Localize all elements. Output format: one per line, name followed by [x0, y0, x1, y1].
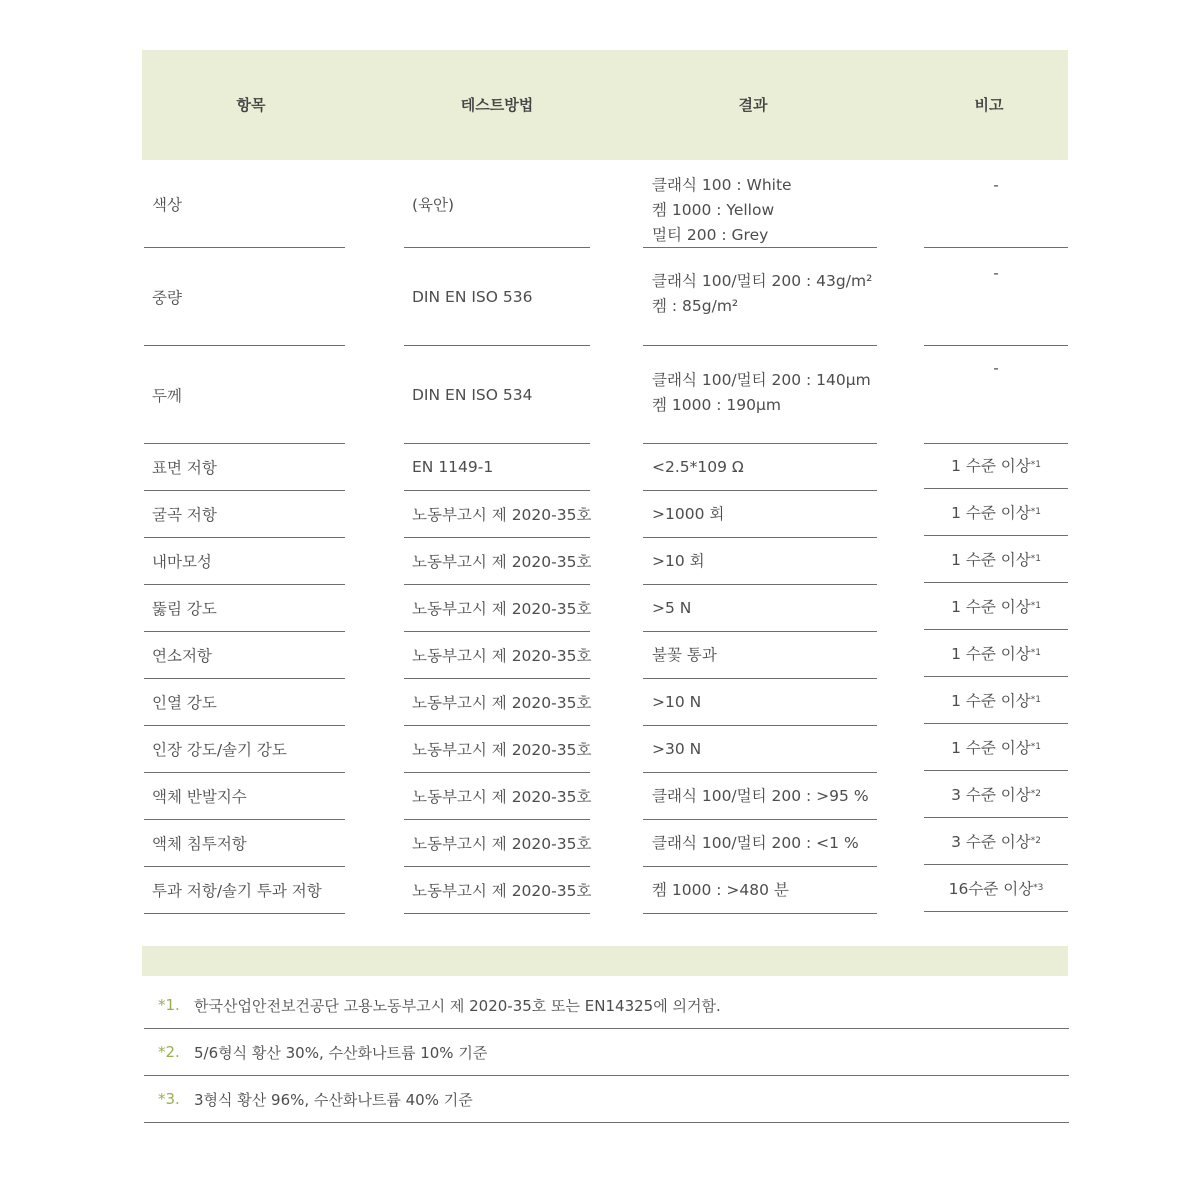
- method-text: EN 1149-1: [412, 458, 494, 476]
- table-row: [142, 820, 1068, 867]
- cell-result: [643, 820, 877, 867]
- footnote-ref: *1: [1030, 507, 1041, 517]
- result-line: >5 N: [652, 598, 692, 617]
- item-text: 투과 저항/솔기 투과 저항: [152, 882, 322, 900]
- cell-result: [643, 444, 877, 491]
- cell-note: [924, 536, 1068, 583]
- cell-result: [643, 632, 877, 679]
- item-text: 두께: [152, 386, 182, 405]
- header-note: 비고: [974, 96, 1004, 114]
- cell-item: [144, 160, 345, 248]
- method-text: 노동부고시 제 2020-35호: [412, 741, 592, 759]
- cell-item: [144, 346, 345, 444]
- note-text: 1 수준 이상: [951, 551, 1031, 569]
- note-text: 1 수준 이상: [951, 739, 1031, 757]
- result-line: 클래식 100/멀티 200 : 140µm: [652, 371, 871, 389]
- item-text: 굴곡 저항: [152, 506, 217, 524]
- cell-method: [404, 820, 590, 867]
- cell-result: [643, 679, 877, 726]
- cell-item: [144, 820, 345, 867]
- method-text: 노동부고시 제 2020-35호: [412, 600, 592, 618]
- result-line: 불꽃 통과: [652, 645, 717, 664]
- table-row: [142, 160, 1068, 248]
- table-row: [142, 585, 1068, 632]
- result-line: <2.5*109 Ω: [652, 457, 744, 476]
- table-row: [142, 346, 1068, 444]
- header-result: 결과: [738, 96, 768, 114]
- cell-item: [144, 773, 345, 820]
- cell-item: [144, 632, 345, 679]
- table-row: [142, 679, 1068, 726]
- result-line: 멀티 200 : Grey: [652, 226, 769, 244]
- result-line: >10 회: [652, 551, 705, 570]
- header-method: 테스트방법: [460, 96, 534, 114]
- cell-method: [404, 346, 590, 444]
- footnote-text: 3형식 황산 96%, 수산화나트륨 40% 기준: [194, 1090, 473, 1109]
- spec-table: [142, 50, 1068, 900]
- cell-method: [404, 444, 590, 491]
- cell-note: [924, 583, 1068, 630]
- cell-item: [144, 585, 345, 632]
- cell-result: [643, 346, 877, 444]
- footnote-ref: *1: [1030, 460, 1041, 470]
- result-line: >1000 회: [652, 504, 725, 523]
- cell-item: [144, 248, 345, 346]
- method-text: 노동부고시 제 2020-35호: [412, 506, 592, 524]
- cell-item: [144, 726, 345, 773]
- cell-note: [924, 771, 1068, 818]
- table-row: [142, 632, 1068, 679]
- cell-method: [404, 867, 590, 914]
- footnote-ref: *1: [1030, 554, 1041, 564]
- item-text: 내마모성: [152, 553, 212, 571]
- cell-method: [404, 160, 590, 248]
- item-text: 중량: [152, 288, 182, 307]
- cell-note: [924, 677, 1068, 724]
- cell-item: [144, 867, 345, 914]
- result-line: >30 N: [652, 739, 702, 758]
- method-text: 노동부고시 제 2020-35호: [412, 553, 592, 571]
- method-text: (육안): [412, 195, 455, 214]
- item-text: 표면 저항: [152, 459, 217, 477]
- table-row: [142, 444, 1068, 491]
- item-text: 액체 반발지수: [152, 788, 247, 806]
- footnote-text: 한국산업안전보건공단 고용노동부고시 제 2020-35호 또는 EN14325에 의거함.: [194, 996, 721, 1015]
- footnote-mark: *3.: [158, 1090, 180, 1108]
- note-text: 1 수준 이상: [951, 504, 1031, 522]
- footnote-text: 5/6형식 황산 30%, 수산화나트륨 10% 기준: [194, 1043, 488, 1062]
- cell-item: [144, 679, 345, 726]
- cell-item: [144, 491, 345, 538]
- item-text: 인장 강도/솔기 강도: [152, 741, 287, 759]
- footnote-ref: *1: [1030, 695, 1041, 705]
- method-text: DIN EN ISO 536: [412, 287, 533, 306]
- item-text: 인열 강도: [152, 694, 217, 712]
- footnote-item: [144, 1029, 1069, 1076]
- table-row: [142, 491, 1068, 538]
- table-row: [142, 773, 1068, 820]
- item-text: 액체 침투저항: [152, 835, 247, 853]
- cell-result: [643, 491, 877, 538]
- note-text: -: [993, 264, 999, 282]
- footnote-item: [144, 982, 1069, 1029]
- note-text: -: [993, 359, 999, 377]
- note-text: 3 수준 이상: [951, 786, 1031, 804]
- note-text: 1 수준 이상: [951, 457, 1031, 475]
- cell-result: [643, 160, 877, 248]
- cell-item: [144, 444, 345, 491]
- note-text: 1 수준 이상: [951, 692, 1031, 710]
- cell-result: [643, 726, 877, 773]
- cell-result: [643, 248, 877, 346]
- cell-note: [924, 724, 1068, 771]
- cell-note: [924, 442, 1068, 489]
- cell-method: [404, 491, 590, 538]
- footnote-ref: *3: [1033, 883, 1044, 893]
- method-text: 노동부고시 제 2020-35호: [412, 694, 592, 712]
- note-text: 1 수준 이상: [951, 598, 1031, 616]
- cell-method: [404, 679, 590, 726]
- cell-note: [924, 865, 1068, 912]
- cell-note: [924, 160, 1068, 248]
- cell-method: [404, 773, 590, 820]
- footnote-band: [142, 946, 1068, 976]
- cell-method: [404, 726, 590, 773]
- cell-result: [643, 867, 877, 914]
- cell-method: [404, 632, 590, 679]
- item-text: 색상: [152, 195, 182, 214]
- footnote-ref: *1: [1030, 601, 1041, 611]
- footnote-mark: *2.: [158, 1043, 180, 1061]
- cell-note: [924, 630, 1068, 677]
- cell-note: [924, 489, 1068, 536]
- result-line: >10 N: [652, 692, 702, 711]
- item-text: 뚫림 강도: [152, 600, 217, 618]
- footnote-item: [144, 1076, 1069, 1123]
- result-line: 켐 : 85g/m²: [652, 297, 739, 315]
- method-text: 노동부고시 제 2020-35호: [412, 835, 592, 853]
- table-row: [142, 248, 1068, 346]
- cell-result: [643, 538, 877, 585]
- method-text: 노동부고시 제 2020-35호: [412, 647, 592, 665]
- method-text: DIN EN ISO 534: [412, 385, 533, 404]
- table-row: [142, 726, 1068, 773]
- cell-note: [924, 248, 1068, 346]
- cell-item: [144, 538, 345, 585]
- result-line: 클래식 100/멀티 200 : <1 %: [652, 833, 859, 852]
- table-row: [142, 867, 1068, 914]
- cell-note: [924, 818, 1068, 865]
- table-header: [142, 50, 1068, 160]
- cell-result: [643, 773, 877, 820]
- footnote-ref: *2: [1030, 836, 1041, 846]
- method-text: 노동부고시 제 2020-35호: [412, 882, 592, 900]
- cell-method: [404, 538, 590, 585]
- cell-method: [404, 248, 590, 346]
- cell-note: [924, 346, 1068, 444]
- note-text: -: [993, 176, 999, 194]
- result-line: 켐 1000 : Yellow: [652, 201, 775, 219]
- table-row: [142, 538, 1068, 585]
- footnote-ref: *1: [1030, 648, 1041, 658]
- footnote-ref: *1: [1030, 742, 1041, 752]
- result-line: 클래식 100 : White: [652, 176, 792, 194]
- result-line: 켐 1000 : >480 분: [652, 880, 789, 899]
- cell-result: [643, 585, 877, 632]
- header-item: 항목: [236, 96, 266, 114]
- footnote-ref: *2: [1030, 789, 1041, 799]
- cell-method: [404, 585, 590, 632]
- method-text: 노동부고시 제 2020-35호: [412, 788, 592, 806]
- note-text: 1 수준 이상: [951, 645, 1031, 663]
- footnote-mark: *1.: [158, 996, 180, 1014]
- note-text: 3 수준 이상: [951, 833, 1031, 851]
- result-line: 켐 1000 : 190µm: [652, 396, 781, 414]
- result-line: 클래식 100/멀티 200 : 43g/m²: [652, 272, 873, 290]
- note-text: 16수준 이상: [948, 880, 1034, 898]
- item-text: 연소저항: [152, 647, 212, 665]
- result-line: 클래식 100/멀티 200 : >95 %: [652, 786, 869, 805]
